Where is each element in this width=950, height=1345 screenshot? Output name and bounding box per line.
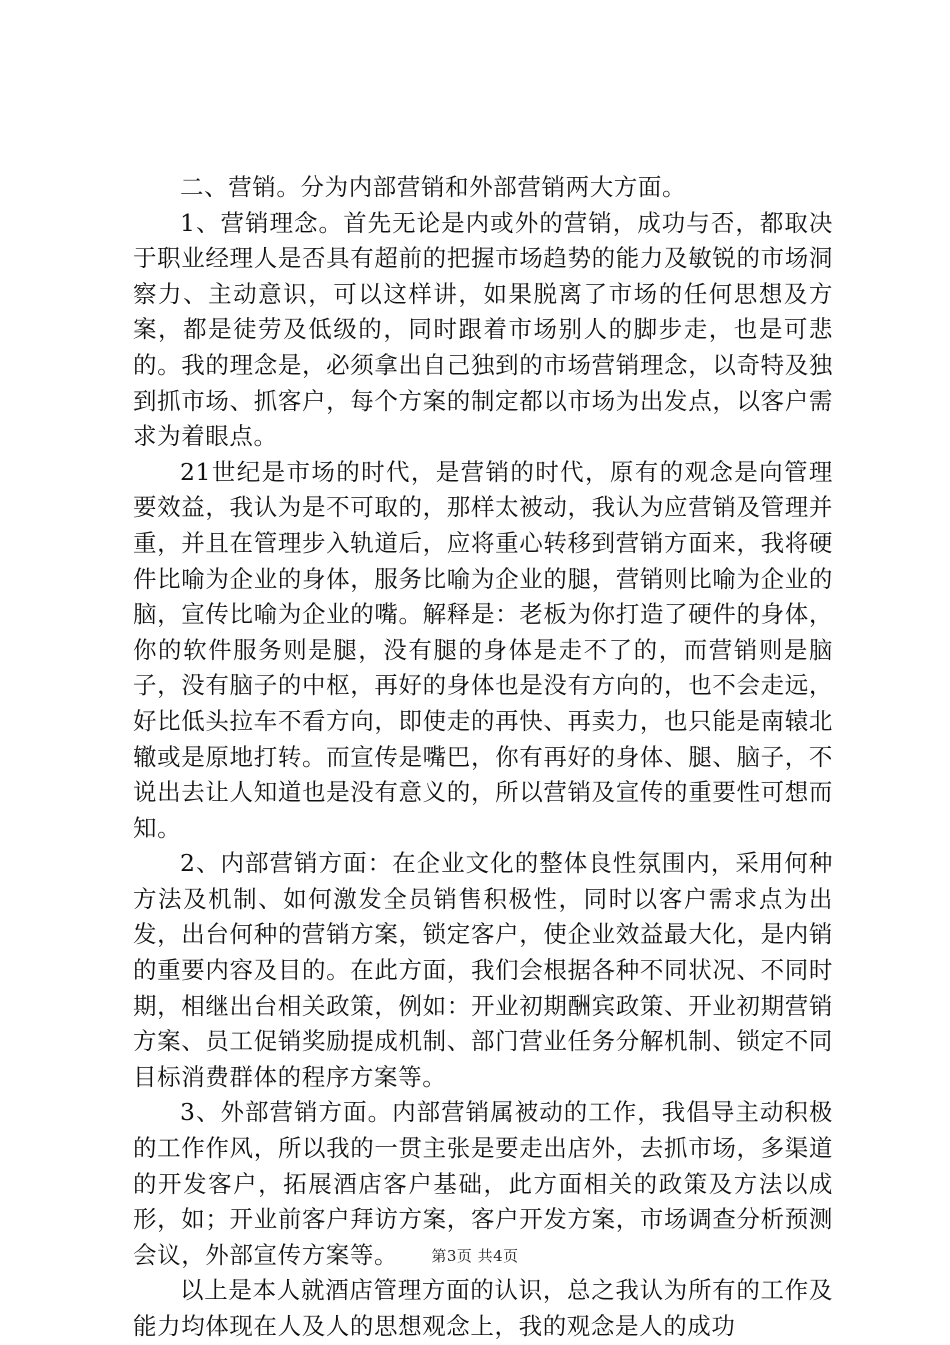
paragraph-external-marketing: 3、外部营销方面。内部营销属被动的工作，我倡导主动积极的工作作风，所以我的一贯主张是要走出店外，去抓市场，多渠道的开发客户，拓展酒店客户基础，此方面相关的政策及方法以成形，如；开业前客户拜访方案，客户开发方案，市场调查分析预测会议，外部宣传方案等。: [133, 1098, 833, 1269]
page-number-footer: 第3页 共4页: [431, 1247, 519, 1265]
paragraph-21st-century: 21世纪是市场的时代，是营销的时代，原有的观念是向管理要效益，我认为是不可取的，那样太被动，我认为应营销及管理并重，并且在管理步入轨道后，应将重心转移到营销方面来，我将硬件比喻为企业的身体，服务比喻为企业的腿，营销则比喻为企业的脑，宣传比喻为企业的嘴。解释是：老板为你打造了硬件的身体，你的软件服务则是腿，没有腿的身体是走不了的，而营销则是脑子，没有脑子的中枢，再好的身体也是没有方向的，也不会走远，好比低头拉车不看方向，即使走的再快、再卖力，也只能是南辕北辙或是原地打转。而宣传是嘴巴，你有再好的身体、腿、脑子，不说出去让人知道也是没有意义的，所以营销及宣传的重要性可想而知。: [133, 457, 833, 842]
paragraph-internal-marketing: 2、内部营销方面：在企业文化的整体良性氛围内，采用何种方法及机制、如何激发全员销售积极性，同时以客户需求点为出发，出台何种的营销方案，锁定客户，使企业效益最大化，是内销的重要内容及目的。在此方面，我们会根据各种不同状况、不同时期，相继出台相关政策，例如：开业初期酬宾政策、开业初期营销方案、员工促销奖励提成机制、部门营业任务分解机制、锁定不同目标消费群体的程序方案等。: [133, 849, 833, 1091]
paragraph-marketing-heading: 二、营销。分为内部营销和外部营销两大方面。: [180, 173, 687, 201]
paragraph-conclusion: 以上是本人就酒店管理方面的认识，总之我认为所有的工作及能力均体现在人及人的思想观念上，我的观念是人的成功: [133, 1276, 833, 1340]
document-body: [133, 170, 833, 1345]
paragraph-marketing-concept: 1、营销理念。首先无论是内或外的营销，成功与否，都取决于职业经理人是否具有超前的把握市场趋势的能力及敏锐的市场洞察力、主动意识，可以这样讲，如果脱离了市场的任何思想及方案，都是徒劳及低级的，同时跟着市场别人的脚步走，也是可悲的。我的理念是，必须拿出自己独到的市场营销理念，以奇特及独到抓市场、抓客户，每个方案的制定都以市场为出发点，以客户需求为着眼点。: [133, 208, 833, 451]
